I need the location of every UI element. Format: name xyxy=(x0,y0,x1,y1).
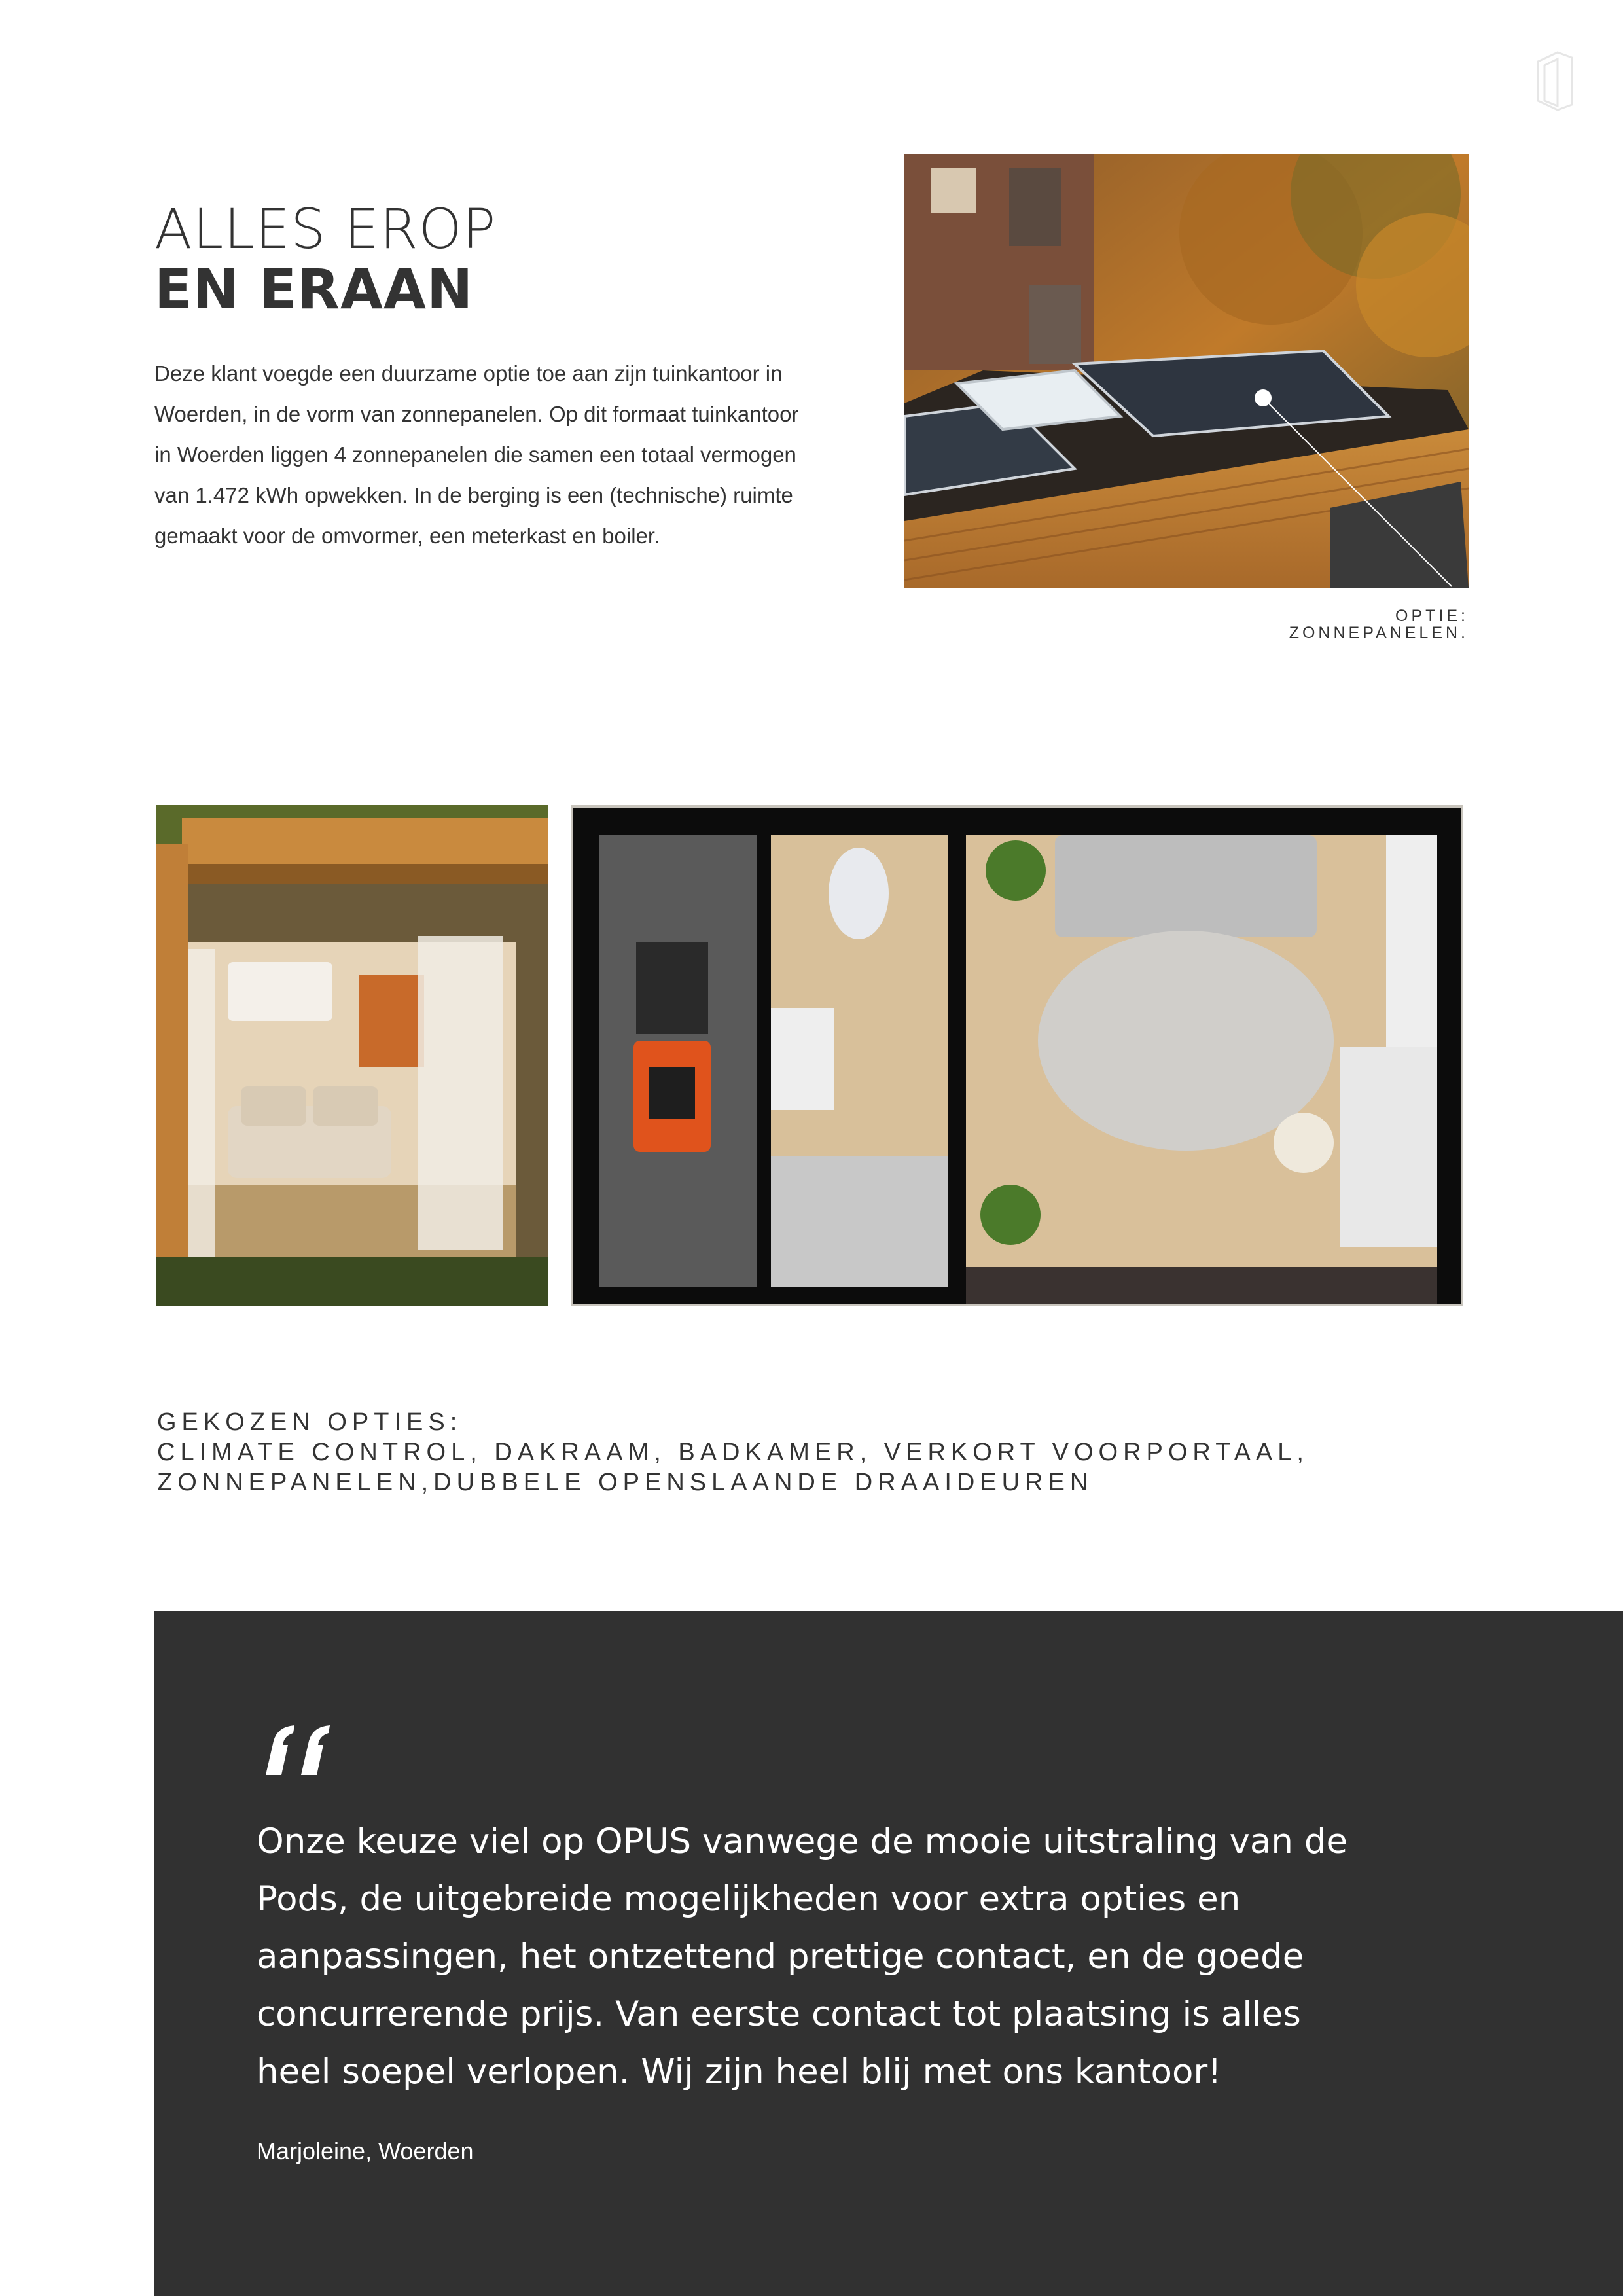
page-title-line-2: EN ERAAN xyxy=(154,257,474,321)
chosen-options-label: GEKOZEN OPTIES: xyxy=(157,1408,463,1436)
quote-mark-icon xyxy=(257,1721,335,1780)
roof-solar-panels-photo xyxy=(904,154,1469,588)
chosen-options-list xyxy=(157,1407,1400,1498)
opus-pod-logo-icon xyxy=(1531,48,1578,114)
floorplan-image xyxy=(571,805,1463,1306)
chosen-options-line-1: CLIMATE CONTROL, DAKRAAM, BADKAMER, VERKORT VOORPORTAAL, xyxy=(157,1439,1309,1466)
testimonial-quote: Onze keuze viel op OPUS vanwege de mooie uitstraling van de Pods, de uitgebreide mogelijkheden voor extra opties en aanpassingen, het ontzettend prettige contact, en de goede concurrerende prijs. Van eerste contact tot plaatsing is alles heel soepel verlopen. Wij zijn heel blij met ons kantoor! xyxy=(257,1821,1348,2092)
page-title-line-1: ALLES EROP xyxy=(154,197,497,261)
photo-caption xyxy=(1217,607,1469,641)
garden-office-interior-photo xyxy=(156,805,548,1306)
photo-caption-line-2: ZONNEPANELEN. xyxy=(1289,624,1469,642)
chosen-options-line-2: ZONNEPANELEN,DUBBELE OPENSLAANDE DRAAIDEUREN xyxy=(157,1469,1094,1496)
intro-paragraph: Deze klant voegde een duurzame optie toe aan zijn tuinkantoor in Woerden, in de vorm van zonnepanelen. Op dit formaat tuinkantoor in Woerden liggen 4 zonnepanelen die samen een totaal vermogen van 1.472 kWh opwekken. In de berging is een (technische) ruimte gemaakt voor de omvormer, een meterkast en boiler. xyxy=(154,361,799,548)
photo-caption-line-1: OPTIE: xyxy=(1395,607,1469,625)
testimonial-author: Marjoleine, Woerden xyxy=(257,2138,474,2164)
